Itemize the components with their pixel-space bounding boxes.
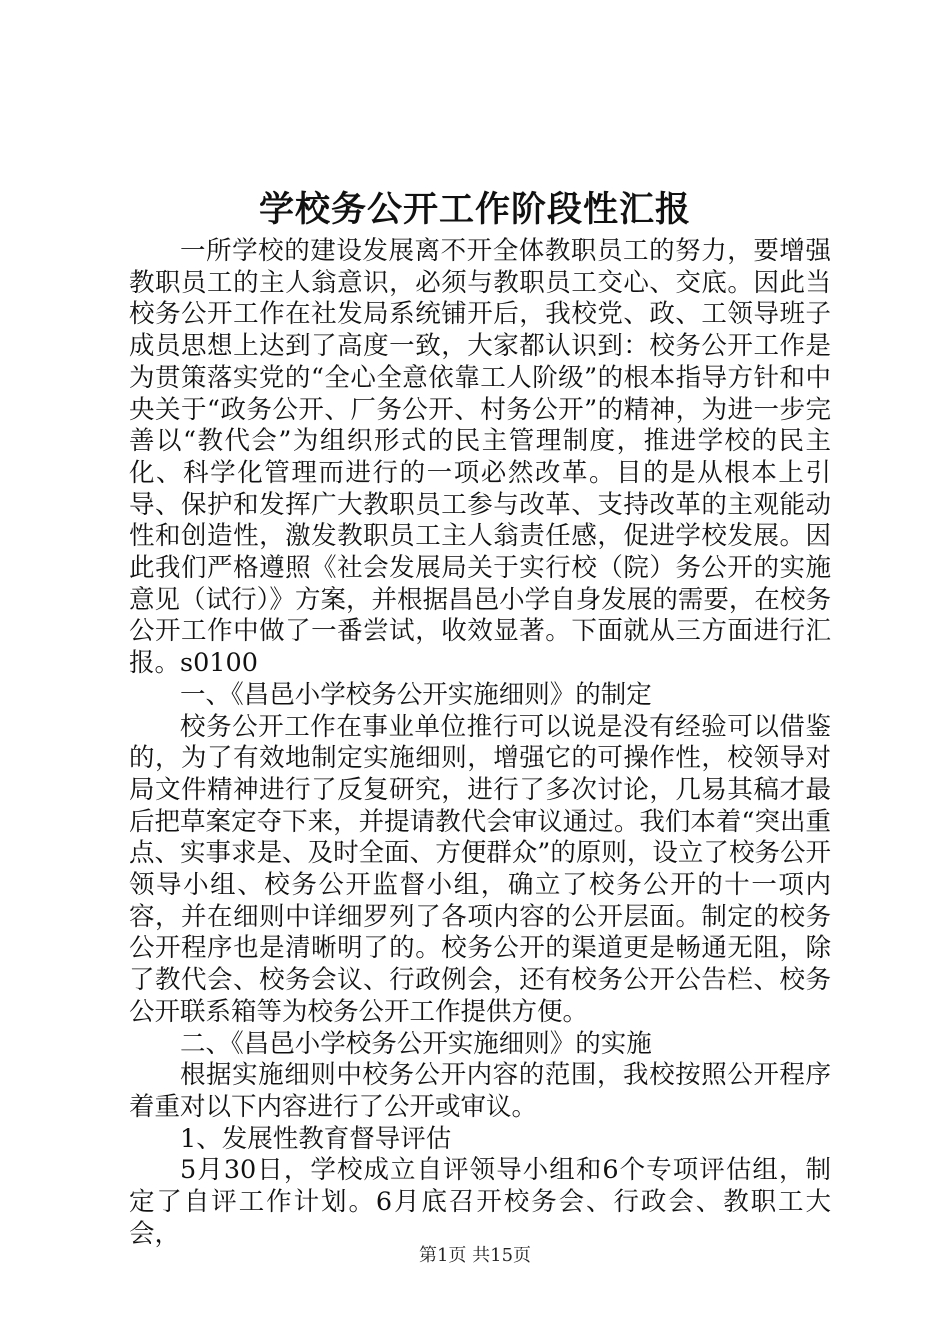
paragraph-implementation: 根据实施细则中校务公开内容的范围，我校按照公开程序着重对以下内容进行了公开或审议。 — [129, 1060, 831, 1122]
section-heading-2: 二、《昌邑小学校务公开实施细则》的实施 — [180, 1028, 652, 1059]
subsection-heading-1: 1、发展性教育督导评估 — [180, 1123, 452, 1154]
document-title: 学校务公开工作阶段性汇报 — [258, 189, 691, 230]
paragraph-intro: 一所学校的建设发展离不开全体教职员工的努力，要增强教职员工的主人翁意识，必须与教职员工交心、交底。因此当校务公开工作在社发局系统铺开后，我校党、政、工领导班子成员思想上达到了高度一致，大家都认识到：校务公开工作是为贯策落实党的“全心全意依靠工人阶级”的根本指导方针和中央关于“政务公开、厂务公开、村务公开”的精神，为进一步完善以“教代会”为组织形式的民主管理制度，推进学校的民主化、科学化管理而进行的一项必然改革。目的是从根本上引导、保护和发挥广大教职员工参与改革、支持改革的主观能动性和创造性，激发教职员工主人翁责任感，促进学校发展。因此我们严格遵照《社会发展局关于实行校（院）务公开的实施意见（试行）》方案，并根据昌邑小学自身发展的需要，在校务公开工作中做了一番尝试，收效显著。下面就从三方面进行汇报。s0100 — [129, 236, 831, 679]
paragraph-evaluation: 5月30日，学校成立自评领导小组和6个专项评估组，制定了自评工作计划。6月底召开校务会、行政会、教职工大会， — [129, 1155, 831, 1249]
document-body — [129, 236, 831, 1251]
paragraph-formulation: 校务公开工作在事业单位推行可以说是没有经验可以借鉴的，为了有效地制定实施细则，增强它的可操作性，校领导对局文件精神进行了反复研究，进行了多次讨论，几易其稿才最后把草案定夺下来，并提请教代会审议通过。我们本着“突出重点、实事求是、及时全面、方便群众”的原则，设立了校务公开领导小组、校务公开监督小组，确立了校务公开的十一项内容，并在细则中详细罗列了各项内容的公开层面。制定的校务公开程序也是清晰明了的。校务公开的渠道更是畅通无阻，除了教代会、校务会议、行政例会，还有校务公开公告栏、校务公开联系箱等为校务公开工作提供方便。 — [129, 711, 831, 1027]
page-footer: 第1页 共15页 — [418, 1245, 532, 1266]
section-heading-1: 一、《昌邑小学校务公开实施细则》的制定 — [180, 679, 652, 710]
